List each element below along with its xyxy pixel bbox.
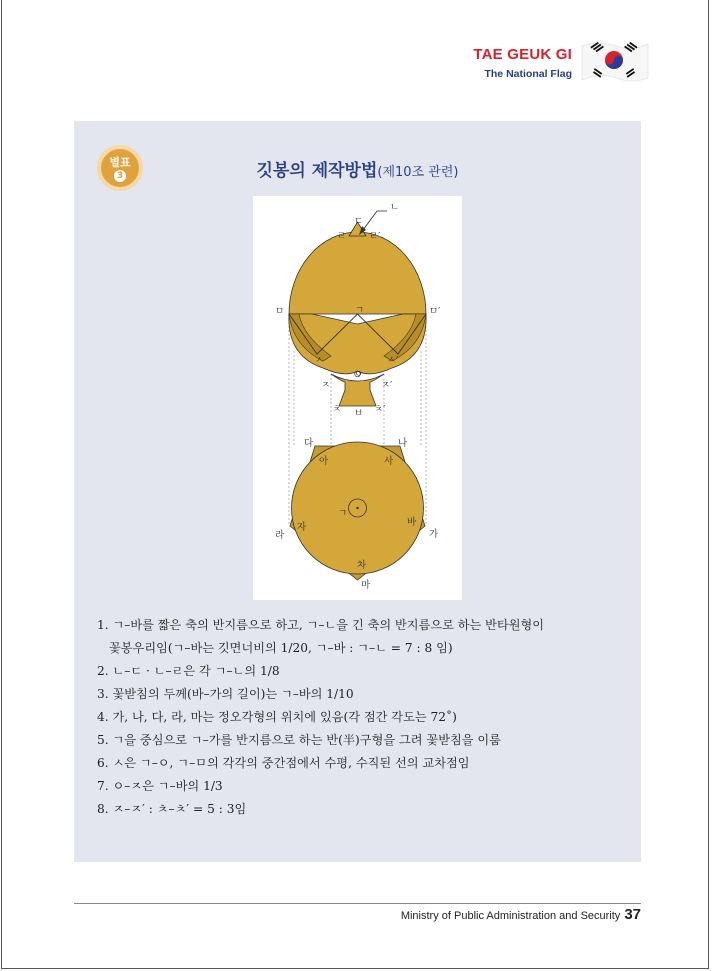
footer-text: Ministry of Public Administration and Security bbox=[400, 910, 621, 922]
page-title bbox=[74, 156, 641, 181]
label-a: 아 bbox=[319, 456, 329, 467]
note-item: 1. ㄱ–바를 짧은 축의 반지름으로 하고, ㄱ–ㄴ을 긴 축의 반지름으로 하는 반타원형이 꽃봉우리임(ㄱ–바는 깃면너비의 1/20, ㄱ–바 : ㄱ–ㄴ = 7 : 8 임) bbox=[97, 618, 545, 655]
label-ra: 라 bbox=[275, 530, 285, 541]
note-item: 2. ㄴ–ㄷ · ㄴ–ㄹ은 각 ㄱ–ㄴ의 1/8 bbox=[97, 664, 280, 678]
label-m-prime: ㅁ′ bbox=[429, 306, 441, 317]
label-ga: 가 bbox=[429, 529, 439, 540]
taegeukgi-flag-icon bbox=[580, 38, 650, 84]
label-da: 다 bbox=[304, 438, 314, 449]
label-j: ㅈ bbox=[321, 380, 331, 391]
footer-rule bbox=[74, 903, 641, 904]
note-item: 5. ㄱ을 중심으로 ㄱ–가를 반지름으로 하는 반(半)구형을 그려 꽃받침을 이룸 bbox=[97, 733, 501, 747]
label-g: ㄱ bbox=[355, 305, 365, 316]
finial-diagram bbox=[253, 196, 462, 600]
note-item: 3. 꽃받침의 두께(바–가의 길이)는 ㄱ–바의 1/10 bbox=[97, 687, 354, 701]
label-d: ㄷ bbox=[354, 216, 364, 227]
label-r: ㄹ bbox=[337, 231, 347, 242]
badge-number: 3 bbox=[114, 170, 126, 182]
note-item: 6. ㅅ은 ㄱ–ㅇ, ㄱ–ㅁ의 각각의 중간점에서 수평, 수직된 선의 교차점임 bbox=[97, 756, 470, 770]
footer bbox=[401, 906, 641, 923]
header-title: TAE GEUK GI bbox=[473, 46, 572, 63]
label-ch: ㅊ bbox=[332, 404, 342, 415]
header-subtitle: The National Flag bbox=[484, 68, 572, 80]
note-item: 7. ㅇ–ㅈ은 ㄱ–바의 1/3 bbox=[97, 779, 223, 793]
title-main: 깃봉의 제작방법 bbox=[256, 161, 378, 181]
label-ch-prime: ㅊ′ bbox=[374, 404, 386, 415]
label-g2: ㄱ bbox=[338, 508, 348, 519]
label-o: ㅇ bbox=[354, 369, 364, 380]
label-m: ㅁ bbox=[275, 306, 285, 317]
title-sub: (제10조 관련) bbox=[377, 165, 459, 180]
label-ma: 마 bbox=[361, 580, 371, 591]
label-cha: 차 bbox=[357, 560, 367, 571]
page-number: 37 bbox=[624, 906, 641, 923]
note-item: 8. ㅈ–ㅈ′ : ㅊ–ㅊ′ = 5 : 3임 bbox=[97, 802, 247, 816]
badge-label: 별표 bbox=[109, 156, 131, 169]
label-n: ㄴ bbox=[390, 202, 400, 213]
label-s-prime: ㅅ′ bbox=[387, 355, 399, 366]
label-ba: 바 bbox=[407, 517, 417, 528]
construction-notes bbox=[97, 614, 627, 821]
note-item: 4. 가, 나, 다, 라, 마는 정오각형의 위치에 있음(각 점간 각도는 72˚) bbox=[97, 710, 457, 724]
label-s: ㅅ bbox=[315, 355, 325, 366]
label-sa: 사 bbox=[384, 456, 394, 467]
label-j-prime: ㅈ′ bbox=[381, 380, 393, 391]
label-ja: 자 bbox=[297, 522, 307, 533]
label-b: ㅂ bbox=[354, 408, 364, 419]
label-r-prime: ㄹ′ bbox=[369, 231, 381, 242]
label-na: 나 bbox=[398, 438, 408, 449]
